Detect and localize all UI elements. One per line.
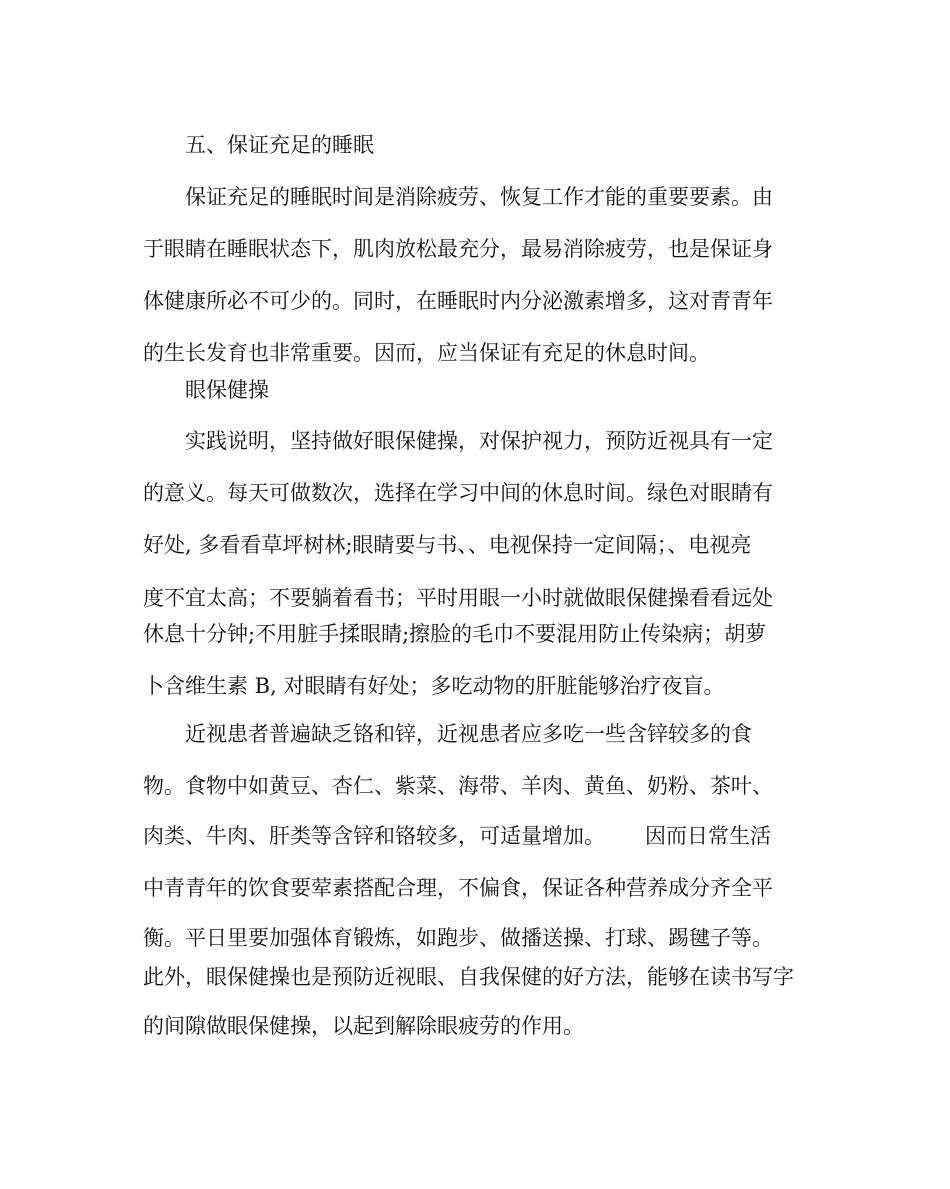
paragraph-line: 的生长发育也非常重要。因而，应当保证有充足的休息时间。 <box>143 341 710 365</box>
section-heading-sleep: 五、保证充足的睡眠 <box>185 133 374 157</box>
paragraph-line: 衡。平日里要加强体育锻炼，如跑步、做播送操、打球、踢毽子等。 <box>143 926 773 950</box>
paragraph-line: 中青青年的饮食要荤素搭配合理，不偏食，保证各种营养成分齐全平 <box>143 876 773 900</box>
paragraph-line: 此外，眼保健操也是预防近视眼、自我保健的好方法，能够在读书写字 <box>143 965 794 989</box>
paragraph-line: 的间隙做眼保健操，以起到解除眼疲劳的作用。 <box>143 1014 584 1038</box>
section-heading-eye-exercise: 眼保健操 <box>185 378 269 402</box>
paragraph-line: 实践说明，坚持做好眼保健操，对保护视力，预防近视具有一定 <box>185 429 773 453</box>
paragraph-line: 休息十分钟;不用脏手揉眼睛;擦脸的毛巾不要混用防止传染病；胡萝 <box>143 622 767 646</box>
paragraph-line: 度不宜太高；不要躺着看书；平时用眼一小时就做眼保健操看看远处 <box>143 586 773 610</box>
paragraph-line: 保证充足的睡眠时间是消除疲劳、恢复工作才能的重要要素。由 <box>185 185 773 209</box>
paragraph-line: 的意义。每天可做数次，选择在学习中间的休息时间。绿色对眼睛有 <box>143 481 773 505</box>
paragraph-line: 物。食物中如黄豆、杏仁、紫菜、海带、羊肉、黄鱼、奶粉、茶叶、 <box>143 774 773 798</box>
paragraph-line: 于眼睛在睡眠状态下，肌肉放松最充分，最易消除疲劳，也是保证身 <box>143 237 773 261</box>
paragraph-line: 体健康所必不可少的。同时，在睡眠时内分泌激素增多，这对青青年 <box>143 289 773 313</box>
paragraph-line: 肉类、牛肉、肝类等含锌和铬较多，可适量增加。 因而日常生活 <box>143 824 772 848</box>
paragraph-line: 好处, 多看看草坪树林;眼睛要与书、、电视保持一定间隔；、电视亮 <box>143 533 752 557</box>
paragraph-line: 卜含维生素 B, 对眼睛有好处；多吃动物的肝脏能够治疗夜盲。 <box>143 674 725 698</box>
paragraph-line: 近视患者普遍缺乏铬和锌，近视患者应多吃一些含锌较多的食 <box>185 722 752 746</box>
